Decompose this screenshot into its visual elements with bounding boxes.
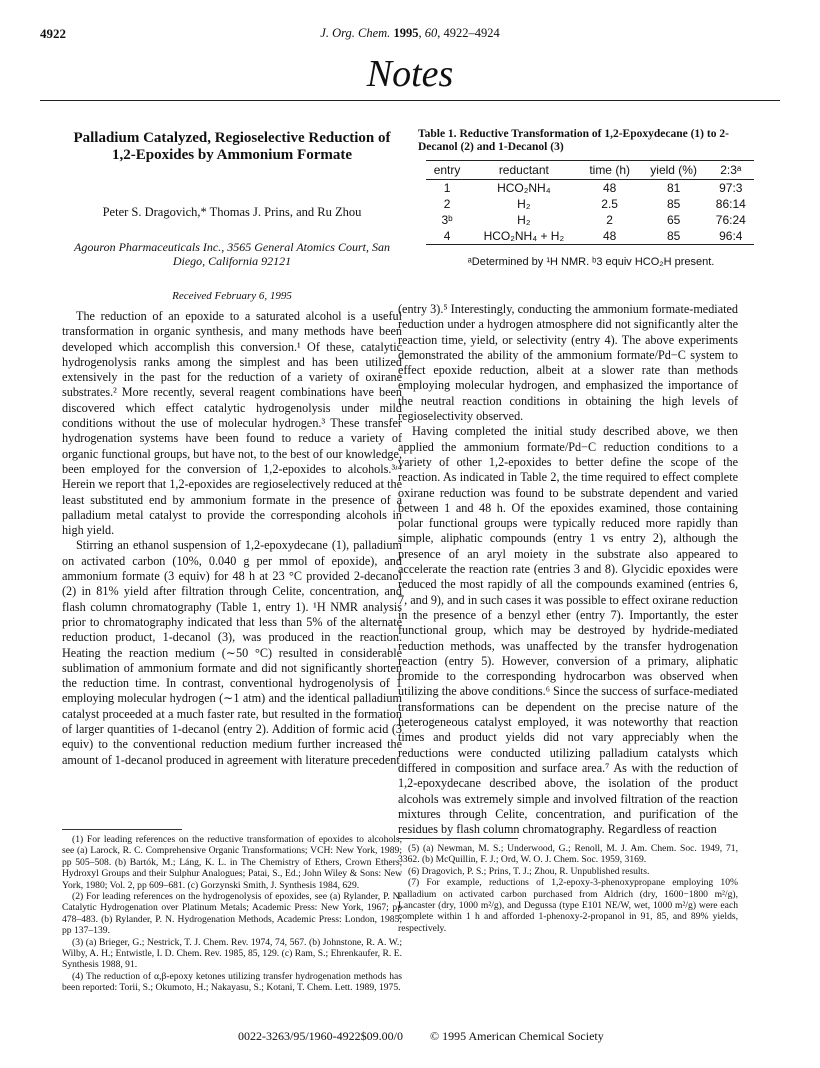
table-cell: 2: [606, 213, 613, 227]
table-cell: 48: [602, 181, 617, 195]
footnote: (7) For example, reductions of 1,2-epoxy-3-phenoxypropane employing 10% palladium on activated carbon purchased from Aldrich (dry, 1600−1800 m²/g), Lancaster (dry, 1000 m²/g), and Degussa (type E101 NE/W, wet, 1000 m²/g) were each complete within 1 h and afforded 1-phenoxy-2-propanol in 91, 85, and 89% yields, respectively.: [398, 877, 738, 934]
journal-citation: J. Org. Chem. 1995, 60, 4922–4924: [320, 26, 500, 40]
table-cell: 85: [640, 228, 708, 245]
table-cell: 4: [426, 228, 468, 245]
table-label: Table 1.: [418, 128, 457, 140]
table-cell: 2: [443, 197, 451, 211]
table-cell: H₂: [517, 197, 531, 211]
issn-code: 0022-3263/95/1960-4922$09.00/0: [238, 1029, 403, 1043]
body-paragraph: (entry 3).⁵ Interestingly, conducting the ammonium formate-mediated reduction under a hydrogen atmosphere did not significantly alter the reaction time, yield, or selectivity (entry 4). The above experiments demonstrated the ability of the ammonium formate/Pd−C system to effect epoxide reduction, albeit at a slower rate than methods employing molecular hydrogen, and emphasized the importance of the neutral reaction conditions in obtaining the high levels of regioselectivity observed.: [398, 302, 738, 424]
table-cell: 86:14: [715, 197, 746, 211]
table-cell: H₂: [517, 213, 531, 227]
article-title: Palladium Catalyzed, Regioselective Reduction of 1,2-Epoxides by Ammonium Formate: [73, 130, 391, 163]
footnote: (5) (a) Newman, M. S.; Underwood, G.; Renoll, M. J. Am. Chem. Soc. 1949, 71, 3362. (b) McQuillin, F. J.; Ord, W. O. J. Chem. Soc. 1959, 3169.: [398, 843, 738, 866]
journal-year: 1995: [393, 26, 419, 40]
table-header-cell: reductant: [468, 161, 580, 180]
article-affiliation: Agouron Pharmaceuticals Inc., 3565 General Atomics Court, San Diego, California 92121: [74, 240, 390, 268]
journal-volume: 60: [424, 26, 438, 40]
table-header-row: [426, 161, 754, 180]
left-column-body: [62, 309, 402, 768]
table-cell: 1: [443, 181, 451, 195]
footnote: (4) The reduction of α,β-epoxy ketones utilizing transfer hydrogenation methods has been reported: Torii, S.; Okumoto, H.; Nakayasu, S.; Kotani, T. Chem. Lett. 1989, 1975.: [62, 970, 402, 994]
body-paragraph: The reduction of an epoxide to a saturated alcohol is a useful transformation in organic synthesis, and many methods have been developed which accomplish this conversion.¹ Of these, catalytic hydrogenolysis ranks among the simplest and has been utilized extensively in the past for the reduction of a variety of oxirane substrates.² More recently, several reagent combinations have been discovered which effect catalytic hydrogenolysis under mild conditions without the use of molecular hydrogen.³ These transfer hydrogenation systems have been found to reduce a variety of organic functional groups, but have not, to the best of our knowledge, been employed for the conversion of 1,2-epoxides to alcohols.³ʴ⁴ Herein we report that 1,2-epoxides are regioselectively reduced at the least substituted end by ammonium formate in the presence of a palladium metal catalyst to provide the corresponding alcohols in high yield.: [62, 309, 402, 538]
table-cell: 85: [666, 197, 681, 211]
footnotes-right: [398, 843, 738, 934]
table-row: [426, 212, 754, 228]
article-authors: Peter S. Dragovich,* Thomas J. Prins, and Ru Zhou: [102, 205, 362, 219]
table-cell: 76:24: [715, 213, 746, 227]
footnote: (6) Dragovich, P. S.; Prins, T. J.; Zhou, R. Unpublished results.: [408, 865, 650, 877]
table-cell: 65: [666, 213, 681, 227]
footnote-rule: [62, 829, 182, 830]
table-header-cell: yield (%): [640, 161, 708, 180]
table-caption: [418, 128, 748, 154]
right-column-body: [398, 302, 738, 837]
footnote: (1) For leading references on the reductive transformation of epoxides to alcohols, see (a) Larock, R. C. Comprehensive Organic Transformations; VCH: New York, 1989; pp 505–508. (b) Bartók, M.; Láng, K. L. in The Chemistry of Ethers, Crown Ethers, Hydroxyl Groups and their Sulphur Analogues; Patai, S., Ed.; John Wiley & Sons: New York, 1980; Vol. 2, pp 609–681. (c) Gorzynski Smith, J. Synthesis 1984, 629.: [62, 834, 402, 891]
table-footnote: ᵃDetermined by ¹H NMR. ᵇ3 equiv HCO₂H present.: [467, 256, 715, 268]
table-row: [426, 228, 754, 245]
table-cell: 3ᵇ: [441, 213, 453, 227]
table-cell: HCO₂NH₄: [497, 181, 551, 195]
table-header-cell: time (h): [580, 161, 640, 180]
received-date: Received February 6, 1995: [172, 290, 292, 302]
table-cell: 48: [580, 228, 640, 245]
table-cell: 81: [666, 181, 681, 195]
table-row: [426, 180, 754, 197]
table-cell: 2.5: [601, 197, 618, 211]
table-caption-text: Reductive Transformation of 1,2-Epoxydecane (1) to 2-Decanol (2) and 1-Decanol (3): [418, 128, 729, 153]
footnotes-left: [62, 834, 402, 994]
table-cell: HCO₂NH₄ + H₂: [468, 228, 580, 245]
table-cell: 97:3: [719, 181, 743, 195]
table-row: [426, 196, 754, 212]
results-table: [426, 160, 754, 245]
footnote-rule: [398, 838, 518, 839]
journal-name: J. Org. Chem.: [320, 26, 391, 40]
footnote: (2) For leading references on the hydrogenolysis of epoxides, see (a) Rylander, P. N. Catalytic Hydrogenation over Platinum Metals; Academic Press: New York, 1967; pp 478–483. (b) Rylander, P. N. Hydrogenation Methods, Academic Press: London, 1985; pp 137–139.: [62, 891, 402, 937]
copyright: © 1995 American Chemical Society: [430, 1029, 604, 1043]
journal-pages: 4922–4924: [443, 26, 500, 40]
body-paragraph: Having completed the initial study described above, we then applied the ammonium formate/Pd−C reduction conditions to a variety of other 1,2-epoxides to better define the scope of the reaction. As indicated in Table 2, the time required to effect complete oxirane reduction was found to be substrate dependent and varied between 1 and 48 h. Of the epoxides examined, those containing polar functional groups were typically reduced more rapidly than simple, aliphatic compounds (entry 1 vs entry 2), although the presence of an aryl moiety in the substrate also appeared to accelerate the reaction rate (entries 3 and 8). Glycidic epoxides were reduced the most rapidly of all the compounds examined (entries 6, 7, and 9), and in such cases it was possible to effect oxirane reduction in the presence of a benzyl ether (entry 7). Importantly, the ester functional group, which may be destroyed by hydride-mediated reduction methods, was unaffected by the transfer hydrogenation reaction (entry 5). However, conversion of a primary, aliphatic bromide to the corresponding hydrocarbon was observed when utilizing the above conditions.⁶ Since the success of surface-mediated transformations can be dependent on the precise nature of the heterogeneous catalyst employed, it was noteworthy that reaction times and product yields did not vary appreciably when the reductions were conducted utilizing palladium catalysts which differed in composition and surface area.⁷ As with the reduction of 1,2-epoxydecane described above, the isolation of the product alcohols was extremely simple and involved filtration of the reaction mixtures through Celite, concentration, and purification of the residues by flash column chromatography. Regardless of reaction: [398, 424, 738, 837]
table-header-cell: entry: [426, 161, 468, 180]
footnote: (3) (a) Brieger, G.; Nestrick, T. J. Chem. Rev. 1974, 74, 567. (b) Johnstone, R. A. W.; Wilby, A. H.; Entwistle, I. D. Chem. Rev. 1985, 85, 129. (c) Ram, S.; Ehrenkaufer, R. E. Synthesis 1988, 91.: [62, 936, 402, 971]
section-title: Notes: [366, 53, 454, 95]
table-header-cell: 2:3ᵃ: [708, 161, 754, 180]
table-cell: 96:4: [708, 228, 754, 245]
body-paragraph: Stirring an ethanol suspension of 1,2-epoxydecane (1), palladium on activated carbon (10%, 0.040 g per mmol of epoxide), and ammonium formate (3 equiv) for 48 h at 23 °C provided 2-decanol (2) in 81% yield after filtration through Celite, concentration, and flash column chromatography (Table 1, entry 1). ¹H NMR analysis prior to chromatography indicated that less than 5% of the alternate reduction product, 1-decanol (3), was produced in the reaction. Heating the reaction medium (∼50 °C) resulted in considerable sublimation of ammonium formate and did not significantly shorten the reduction time. In contrast, conventional hydrogenolysis of 1 employing molecular hydrogen (∼1 atm) and the identical palladium catalyst proceeded at a much faster rate, but resulted in the formation of larger quantities of 1-decanol (entry 2). Addition of formic acid (3 equiv) to the conventional reduction medium further increased the amount of 1-decanol produced in agreement with literature precedent: [62, 538, 402, 767]
header-rule: [40, 100, 780, 101]
page-number: 4922: [40, 26, 66, 41]
